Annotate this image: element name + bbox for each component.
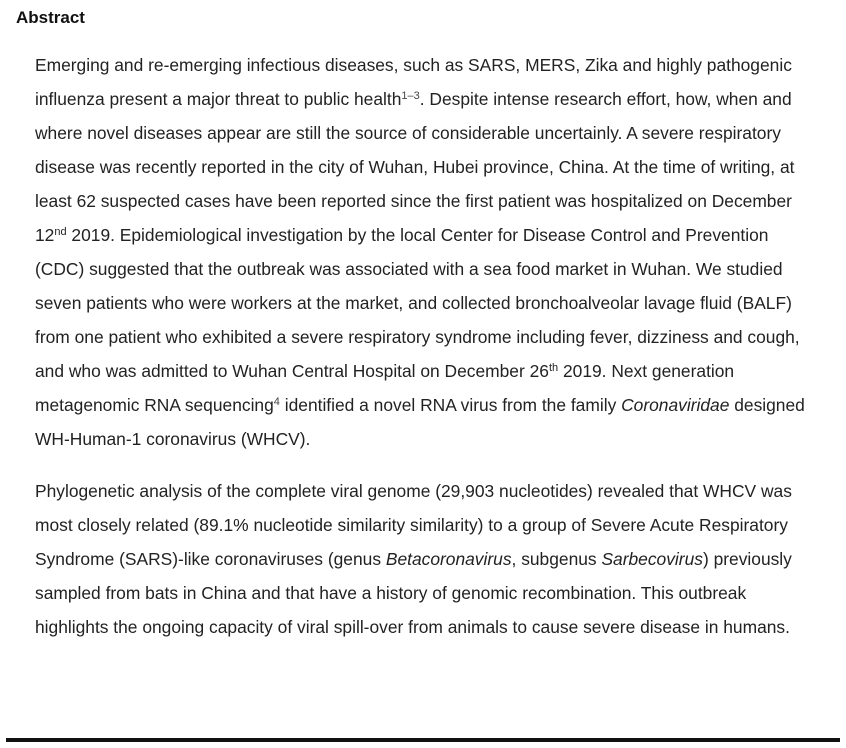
family-name-italic: Coronaviridae xyxy=(621,395,730,415)
paragraph-text: 2019. Epidemiological investigation by the local Center for Disease Control and Prevention (CDC) suggested that the outbreak was associated with a sea food market in Wuhan. We studied seven patients who were workers at the market, and collected bronchoalveolar lavage fluid (BALF) from one patient who exhibited a severe respiratory syndrome including fever, dizziness and cough, and who was admitted to Wuhan Central Hospital on December 26 xyxy=(35,225,800,381)
paragraph-text: , subgenus xyxy=(511,549,602,569)
abstract-paragraph-2 xyxy=(35,474,819,644)
bottom-divider xyxy=(6,738,840,742)
abstract-body xyxy=(35,48,819,644)
citation-ref-1-3[interactable]: 1–3 xyxy=(401,90,420,102)
paragraph-text: 2019. Next generation metagenomic RNA sequencing xyxy=(35,361,735,415)
ordinal-suffix: nd xyxy=(54,226,67,238)
paragraph-text: identified a novel RNA virus from the family xyxy=(279,395,622,415)
paragraph-text: Phylogenetic analysis of the complete viral genome (29,903 nucleotides) revealed that WHCV was most closely related (89.1% nucleotide similarity similarity) to a group of Severe Acute Respiratory Syndrome (SARS)-like coronaviruses (genus xyxy=(35,481,792,569)
paragraph-text: designed WH-Human-1 coronavirus (WHCV). xyxy=(35,395,805,449)
ordinal-suffix: th xyxy=(548,362,559,374)
subgenus-name-italic: Sarbecovirus xyxy=(601,549,703,569)
genus-name-italic: Betacoronavirus xyxy=(385,549,512,569)
citation-ref-4[interactable]: 4 xyxy=(273,396,280,408)
paragraph-text: . Despite intense research effort, how, when and where novel diseases appear are still the source of considerable uncertainly. A severe respiratory disease was recently reported in the city of Wuhan, Hubei province, China. At the time of writing, at least 62 suspected cases have been reported since the first patient was hospitalized on December 12 xyxy=(35,89,795,245)
abstract-paragraph-1 xyxy=(35,48,819,456)
paragraph-text: Emerging and re-emerging infectious diseases, such as SARS, MERS, Zika and highly pathogenic influenza present a major threat to public health xyxy=(35,55,792,109)
paragraph-text: ) previously sampled from bats in China and that have a history of genomic recombination. This outbreak highlights the ongoing capacity of viral spill-over from animals to cause severe disease in humans. xyxy=(35,549,792,637)
abstract-heading: Abstract xyxy=(16,8,85,27)
